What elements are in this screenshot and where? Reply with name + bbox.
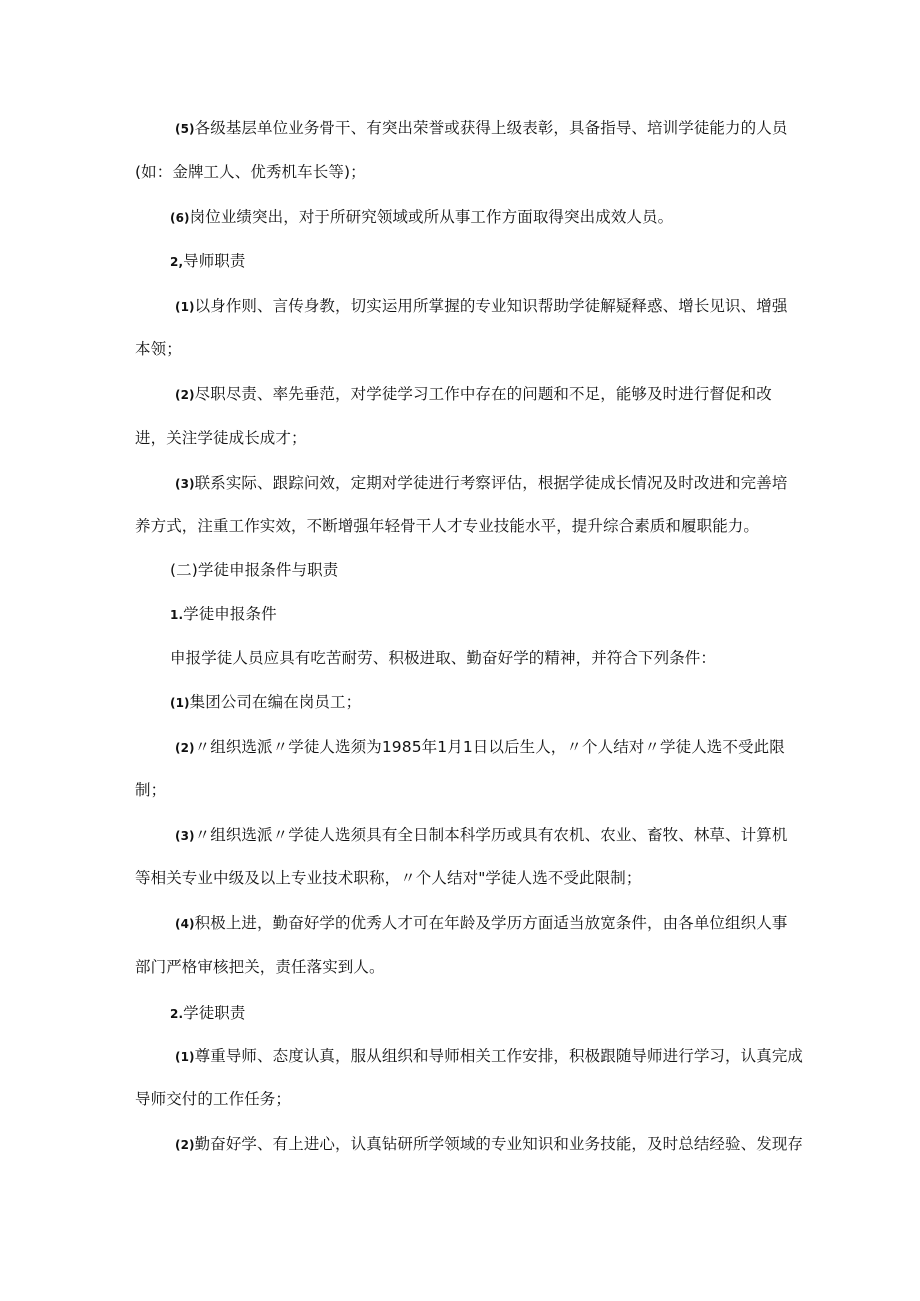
mentor-duty-1-line-2	[135, 339, 182, 359]
paragraph-text: 各级基层单位业务骨干、有突出荣誉或获得上级表彰，具备指导、培训学徒能力的人员	[194, 119, 788, 137]
item-number: (2)	[175, 1138, 195, 1152]
item-number: (2)	[175, 388, 195, 402]
mentor-duty-1-line-1	[175, 296, 787, 317]
paragraph-text: 以身作则、言传身教，切实运用所掌握的专业知识帮助学徒解疑释惑、增长见识、增强	[194, 297, 788, 315]
paragraph-text: 〃组织选派〃学徒人选须具有全日制本科学历或具有农机、农业、畜牧、林草、计算机	[194, 826, 788, 844]
paragraph-5-line-2	[135, 162, 366, 182]
heading-text: (二)学徒申报条件与职责	[170, 561, 339, 579]
paragraph-text: 部门严格审核把关，责任落实到人。	[135, 958, 385, 976]
condition-2-line-2	[135, 780, 166, 800]
heading-mentor-duties	[170, 251, 246, 272]
item-number: (3)	[175, 829, 195, 843]
paragraph-text: 等相关专业中级及以上专业技术职称，〃个人结对"学徒人选不受此限制；	[135, 869, 642, 887]
paragraph-text: 勤奋好学、有上进心，认真钻研所学领域的专业知识和业务技能，及时总结经验、发现存	[194, 1135, 804, 1153]
apprentice-duty-1-line-1	[175, 1046, 803, 1067]
paragraph-5-line-1	[175, 118, 787, 139]
paragraph-text: 岗位业绩突出，对于所研究领域或所从事工作方面取得突出成效人员。	[189, 208, 674, 226]
paragraph-text: 集团公司在编在岗员工；	[189, 693, 362, 711]
section-apprentice-heading	[170, 560, 338, 580]
item-number: (2)	[175, 741, 195, 755]
paragraph-text: 申报学徒人员应具有吃苦耐劳、积极进取、勤奋好学的精神，并符合下列条件：	[170, 649, 717, 667]
mentor-duty-3-line-2	[135, 516, 759, 536]
heading-apprentice-duties	[170, 1003, 246, 1024]
item-number: (3)	[175, 477, 195, 491]
paragraph-text: 积极上进，勤奋好学的优秀人才可在年龄及学历方面适当放宽条件，由各单位组织人事	[194, 914, 788, 932]
paragraph-text: (如：金牌工人、优秀机车长等)；	[135, 163, 366, 181]
paragraph-6-line-1	[170, 207, 673, 228]
paragraph-text: 进，关注学徒成长成才；	[135, 429, 307, 447]
heading-text: 导师职责	[183, 252, 246, 270]
paragraph-text: 本领；	[135, 340, 182, 358]
item-number: 2,	[170, 255, 184, 269]
apprentice-duty-2-line-1	[175, 1134, 803, 1155]
item-number: 1.	[170, 608, 184, 622]
item-number: (1)	[170, 696, 190, 710]
item-number: (1)	[175, 1050, 195, 1064]
heading-text: 学徒职责	[183, 1004, 246, 1022]
paragraph-text: 〃组织选派〃学徒人选须为1985年1月1日以后生人，〃个人结对〃学徒人选不受此限	[194, 738, 785, 756]
item-number: (4)	[175, 917, 195, 931]
condition-3-line-2	[135, 868, 641, 888]
condition-2-line-1	[175, 737, 785, 758]
item-number: (6)	[170, 211, 190, 225]
condition-3-line-1	[175, 825, 787, 846]
condition-4-line-2	[135, 957, 385, 977]
mentor-duty-3-line-1	[175, 473, 787, 494]
conditions-intro	[170, 648, 716, 668]
paragraph-text: 制；	[135, 781, 167, 799]
condition-1	[170, 692, 361, 713]
heading-text: 学徒申报条件	[183, 605, 277, 623]
apprentice-duty-1-line-2	[135, 1089, 291, 1109]
paragraph-text: 联系实际、跟踪问效，定期对学徒进行考察评估，根据学徒成长情况及时改进和完善培	[194, 474, 788, 492]
paragraph-text: 尊重导师、态度认真，服从组织和导师相关工作安排，积极跟随导师进行学习，认真完成	[194, 1047, 804, 1065]
item-number: 2.	[170, 1007, 184, 1021]
mentor-duty-2-line-1	[175, 384, 772, 405]
item-number: (1)	[175, 300, 195, 314]
mentor-duty-2-line-2	[135, 428, 307, 448]
paragraph-text: 导师交付的工作任务；	[135, 1090, 292, 1108]
paragraph-text: 养方式，注重工作实效，不断增强年轻骨干人才专业技能水平，提升综合素质和履职能力。	[135, 517, 760, 535]
condition-4-line-1	[175, 913, 787, 934]
heading-apprentice-conditions	[170, 604, 277, 625]
paragraph-text: 尽职尽责、率先垂范，对学徒学习工作中存在的问题和不足，能够及时进行督促和改	[194, 385, 772, 403]
item-number: (5)	[175, 122, 195, 136]
